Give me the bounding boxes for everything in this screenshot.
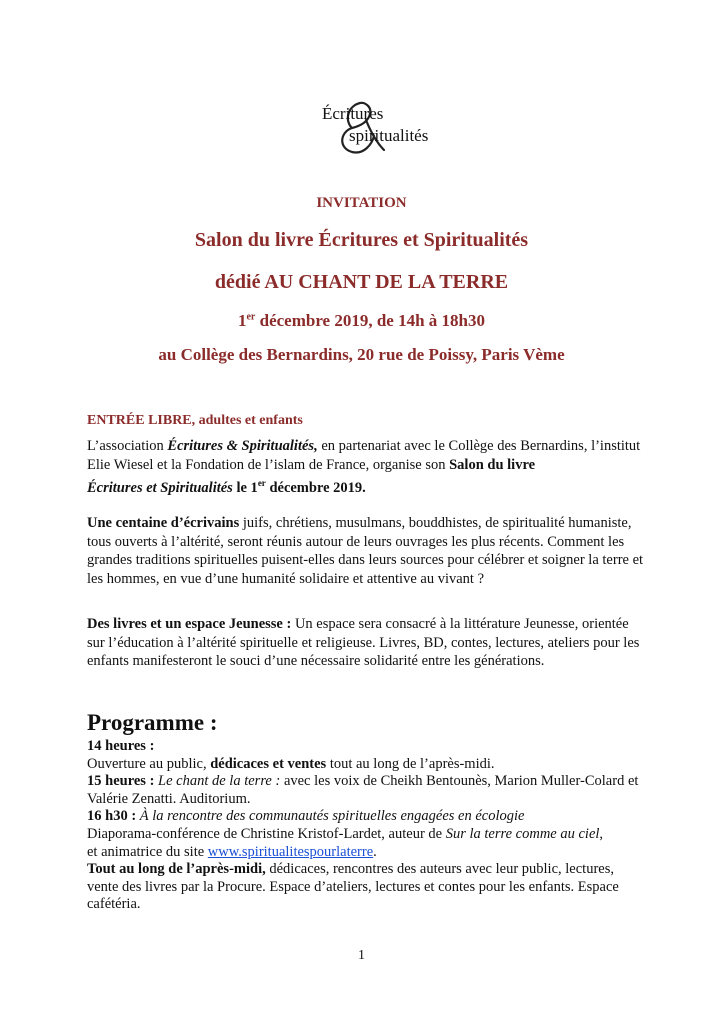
logo-word-ecritures: Écritures (322, 104, 384, 123)
event-date: 1er décembre 2019, de 14h à 18h30 (237, 311, 486, 330)
event-venue: au Collège des Bernardins, 20 rue de Poissy, Paris Vème (158, 345, 565, 364)
paragraph-jeunesse: Des livres et un espace Jeunesse : Un espace sera consacré à la littérature Jeunesse, orientée sur l’éducation à l’altérité spirituelle et religieuse. Livres, BD, contes, lectures, ateliers pour les enfants manifesteront le souci d’une nécessaire solidarité entre les générations. (87, 616, 640, 670)
title-line-2: dédié AU CHANT DE LA TERRE (214, 271, 509, 293)
programme-list: 14 heures : Ouverture au public, dédicaces et ventes tout au long de l’après-midi. 15 heures : Le chant de la terre : avec les voix de Cheikh Bentounès, Marion Muller-Colard et Valérie Zenatti. Auditorium. 16 h30 : À la rencontre des communautés spirituelles engagées en écologie Diaporama-conférence de Christine Kristof-Lardet, auteur de Sur la terre comme au ciel, et animatrice du site www.spiritualitespourlaterre. Tout au long de l’après-midi, dédicaces, rencontres des auteurs avec leur public, lectures, vente des livres par la Procure. Espace d’ateliers, lectures et contes pour les enfants. Espace cafétéria. (87, 738, 647, 914)
page-number: 1 (358, 948, 365, 963)
invitation-label: INVITATION (316, 195, 407, 211)
paragraph-ecrivains: Une centaine d’écrivains juifs, chrétiens, musulmans, bouddhistes, de spiritualité humaniste, tous ouverts à l’altérité, seront réunis autour de leurs ouvrages les plus récents. Comment les grandes traditions spirituelles puisent-elles dans leurs sources pour célébrer et soigner la terre et les hommes, en vue d’une humanité solidaire et attentive au vivant ? (87, 515, 644, 587)
logo (322, 100, 467, 158)
programme-item-14h: 14 heures : (87, 738, 155, 754)
website-link[interactable]: www.spiritualitespourlaterre (207, 843, 374, 860)
paragraph-association: L’association Écritures & Spiritualités, en partenariat avec le Collège des Bernardins, l’institut Elie Wiesel et la Fondation de l’islam de France, organise son Salon du livre Écritures et Spiritualités le 1er décembre 2019. (87, 438, 641, 497)
programme-item-16h30: 16 h30 : À la rencontre des communautés spirituelles engagées en écologie (87, 808, 525, 825)
entree-libre: ENTRÉE LIBRE, adultes et enfants (87, 413, 303, 428)
logo-word-spiritualites: spiritualités (349, 126, 429, 145)
programme-item-15h: 15 heures : Le chant de la terre : avec les voix de Cheikh Bentounès, Marion Muller-Colard et Valérie Zenatti. Auditorium. (87, 773, 639, 807)
programme-item-afternoon: Tout au long de l’après-midi, dédicaces, rencontres des auteurs avec leur public, lectures, vente des livres par la Procure. Espace d’ateliers, lectures et contes pour les enfants. Espace cafétéria. (87, 861, 619, 913)
programme-title: Programme : (87, 710, 218, 735)
title-line-1: Salon du livre Écritures et Spiritualités (194, 229, 529, 251)
